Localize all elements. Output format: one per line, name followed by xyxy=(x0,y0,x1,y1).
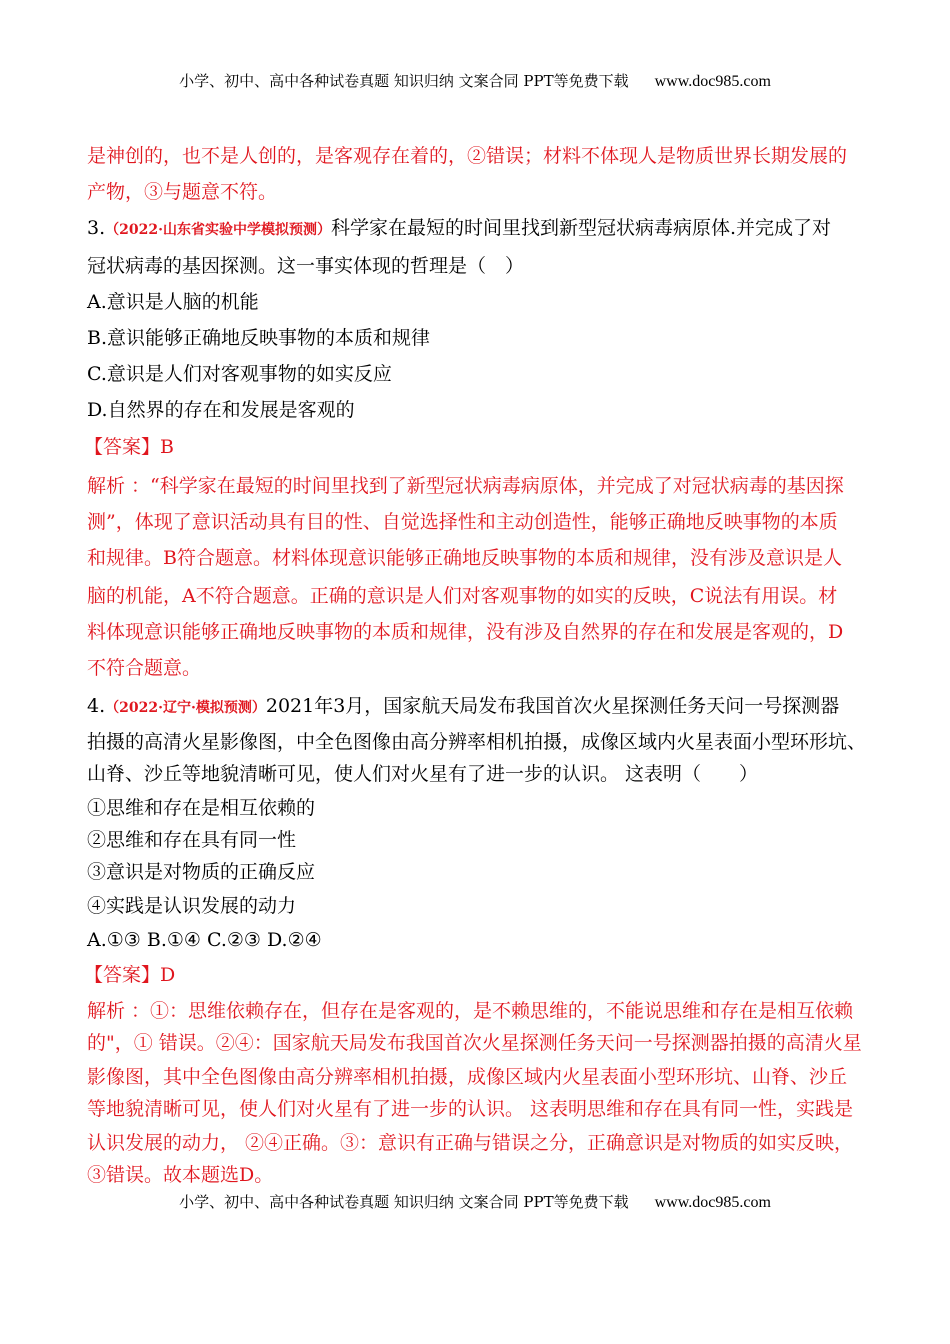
q4-stem-line-3: 山脊、沙丘等地貌清晰可见，使人们对火星有了进一步的认识。 这表明（ ） xyxy=(87,763,759,785)
q4-analysis-line-6: ③错误。故本题选D。 xyxy=(87,1164,274,1186)
header-text: 小学、初中、高中各种试卷真题 知识归纳 文案合同 PPT等免费下载 xyxy=(179,72,629,90)
q3-analysis-line-1: 解析 ：“科学家在最短的时间里找到了新型冠状病毒病原体，并完成了对冠状病毒的基因探 xyxy=(87,475,844,497)
q3-option-b: B.意识能够正确地反映事物的本质和规律 xyxy=(87,327,431,349)
q3-option-c: C.意识是人们对客观事物的如实反应 xyxy=(87,363,392,385)
q4-analysis-line-1: 解析 ：①：思维依赖存在，但存在是客观的，是不赖思维的，不能说思维和存在是相互依赖 xyxy=(87,1000,854,1022)
q4-answer: 【答案】D xyxy=(84,964,176,986)
q3-analysis-line-4: 脑的机能，A不符合题意。正确的意识是人们对客观事物的如实的反映，C说法有用误。材 xyxy=(87,585,838,607)
prev-tail-line-1: 是神创的，也不是人创的，是客观存在着的，②错误；材料不体现人是物质世界长期发展的 xyxy=(87,145,848,167)
q3-stem-line-2: 冠状病毒的基因探测。这一事实体现的哲理是（ ） xyxy=(87,255,525,277)
q3-stem-line-1 xyxy=(87,215,831,243)
page-header xyxy=(0,70,950,91)
q3-option-d: D.自然界的存在和发展是客观的 xyxy=(87,399,355,421)
header-url[interactable]: www.doc985.com xyxy=(654,73,771,90)
q4-item-2: ②思维和存在具有同一性 xyxy=(87,829,297,851)
q3-option-a: A.意识是人脑的机能 xyxy=(87,291,259,313)
q4-item-3: ③意识是对物质的正确反应 xyxy=(87,861,316,883)
q4-analysis-line-3: 影像图，其中全色图像由高分辨率相机拍摄，成像区域内火星表面小型环形坑、山脊、沙丘 xyxy=(87,1066,848,1088)
page-footer xyxy=(0,1191,950,1212)
footer-url[interactable]: www.doc985.com xyxy=(654,1194,771,1211)
q3-analysis-line-2: 测”，体现了意识活动具有目的性、自觉选择性和主动创造性，能够正确地反映事物的本质 xyxy=(87,511,838,533)
q3-analysis-line-6: 不符合题意。 xyxy=(87,657,202,679)
prev-tail-line-2: 产物，③与题意不符。 xyxy=(87,181,278,203)
q3-analysis-line-3: 和规律。B符合题意。材料体现意识能够正确地反映事物的本质和规律，没有涉及意识是人 xyxy=(87,547,842,569)
q4-stem-line-1 xyxy=(87,693,839,721)
q4-item-1: ①思维和存在是相互依赖的 xyxy=(87,797,316,819)
q3-analysis-line-5: 料体现意识能够正确地反映事物的本质和规律，没有涉及自然界的存在和发展是客观的，D xyxy=(87,621,844,643)
q3-stem-text: 科学家在最短的时间里找到新型冠状病毒病原体.并完成了对 xyxy=(330,217,832,239)
q4-analysis-line-4: 等地貌清晰可见，使人们对火星有了进一步的认识。 这表明思维和存在具有同一性，实践是 xyxy=(87,1098,854,1120)
q4-choices: A.①③ B.①④ C.②③ D.②④ xyxy=(87,929,322,951)
q3-number: 3. xyxy=(87,217,106,239)
q4-analysis-line-2: 的"，① 错误。②④：国家航天局发布我国首次火星探测任务天问一号探测器拍摄的高清火星 xyxy=(87,1032,862,1054)
q4-analysis-line-5: 认识发展的动力， ②④正确。③：意识有正确与错误之分，正确意识是对物质的如实反映， xyxy=(87,1132,854,1154)
q4-number: 4. xyxy=(87,695,106,717)
q4-stem-text: 2021年3月，国家航天局发布我国首次火星探测任务天问一号探测器 xyxy=(265,695,840,717)
q4-item-4: ④实践是认识发展的动力 xyxy=(87,895,297,917)
q3-answer: 【答案】B xyxy=(84,436,174,458)
q4-source: （2022·辽宁·模拟预测） xyxy=(105,700,266,716)
q4-stem-line-2: 拍摄的高清火星影像图，中全色图像由高分辨率相机拍摄，成像区域内火星表面小型环形坑、 xyxy=(87,731,867,753)
footer-text: 小学、初中、高中各种试卷真题 知识归纳 文案合同 PPT等免费下载 xyxy=(179,1193,629,1211)
q3-source: （2022·山东省实验中学模拟预测） xyxy=(105,222,331,238)
